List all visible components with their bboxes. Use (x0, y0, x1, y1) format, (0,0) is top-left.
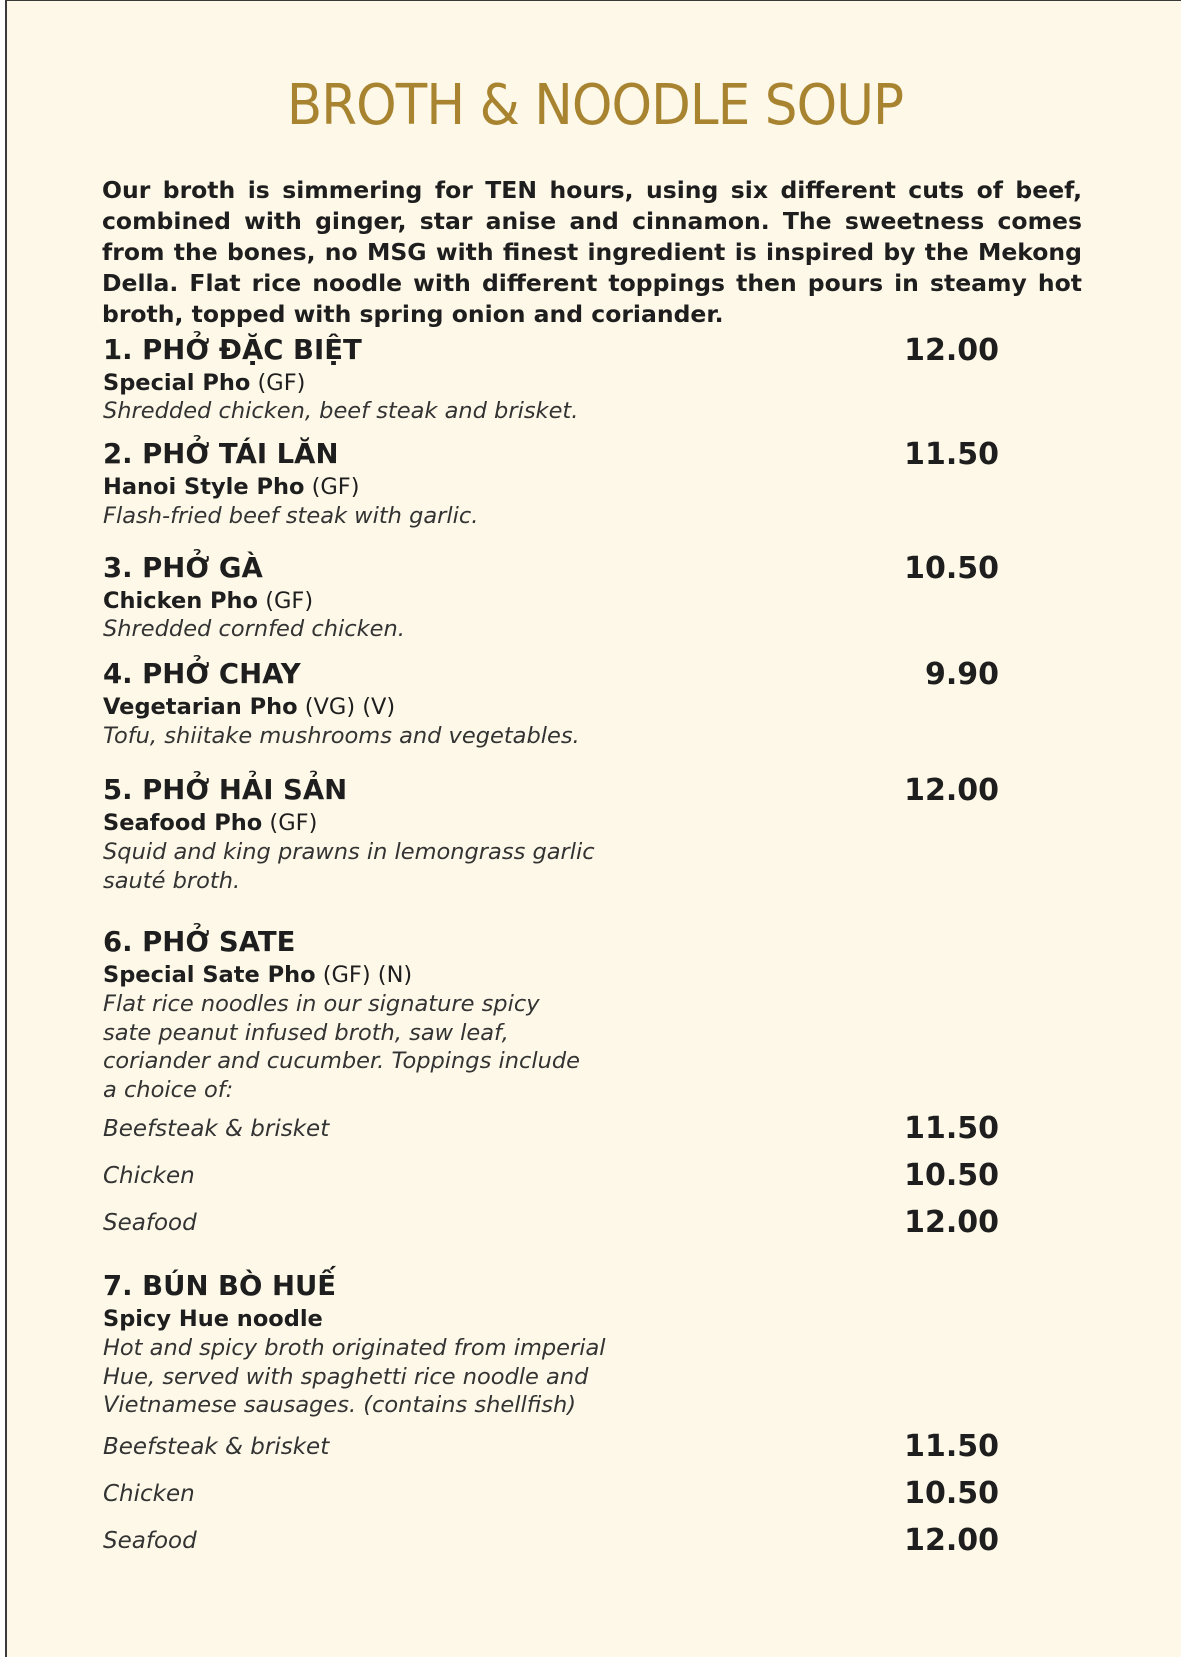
item-name: 6. PHỞ SATE (103, 926, 296, 958)
item-description: Shredded chicken, beef steak and brisket. (103, 398, 579, 424)
item-english-line (103, 473, 360, 501)
item-english-line (103, 693, 395, 721)
option-label: Beefsteak & brisket (103, 1116, 330, 1142)
intro-paragraph: Our broth is simmering for TEN hours, using six different cuts of beef, combined with ginger, star anise and cinnamon. The sweetness comes from the bones, no MSG with finest ingredient is inspired by the Mekong Della. Flat rice noodle with different toppings then pours in steamy hot broth, topped with spring onion and coriander. (102, 176, 1082, 328)
option-price: 10.50 (904, 1158, 999, 1193)
item-tags: (GF) (269, 810, 318, 836)
option-price: 12.00 (904, 1205, 999, 1240)
option-label: Seafood (103, 1210, 197, 1236)
item-tags: (VG) (V) (304, 694, 396, 720)
item-name: 2. PHỞ TÁI LĂN (103, 438, 339, 470)
item-english: Hanoi Style Pho (103, 474, 305, 500)
item-tags: (GF) (N) (322, 962, 413, 988)
option-label: Seafood (103, 1528, 197, 1554)
option-label: Beefsteak & brisket (103, 1434, 330, 1460)
item-english: Vegetarian Pho (103, 694, 298, 720)
option-label: Chicken (103, 1481, 195, 1507)
item-description: Flash-fried beef steak with garlic. (103, 503, 479, 529)
item-tags: (GF) (265, 588, 314, 614)
item-description: Tofu, shiitake mushrooms and vegetables. (103, 723, 580, 749)
item-english: Special Sate Pho (103, 962, 316, 988)
item-english-line (103, 961, 412, 989)
item-price: 12.00 (904, 773, 999, 808)
item-description: Hot and spicy broth originated from imperial Hue, served with spaghetti rice noodle and Vietnamese sausages. (contains shellfish) (103, 1335, 606, 1418)
option-price: 11.50 (904, 1429, 999, 1464)
item-english-line (103, 369, 305, 397)
item-description: Squid and king prawns in lemongrass garlic sauté broth. (103, 839, 595, 894)
item-english: Special Pho (103, 370, 251, 396)
item-name: 1. PHỞ ĐẶC BIỆT (103, 334, 362, 366)
item-english-line (103, 809, 317, 837)
item-price: 9.90 (924, 657, 999, 692)
menu-page (5, 0, 1181, 1657)
option-label: Chicken (103, 1163, 195, 1189)
item-price: 12.00 (904, 333, 999, 368)
item-english: Seafood Pho (103, 810, 263, 836)
option-price: 11.50 (904, 1111, 999, 1146)
item-name: 5. PHỞ HẢI SẢN (103, 774, 348, 806)
option-price: 10.50 (904, 1476, 999, 1511)
item-english: Spicy Hue noodle (103, 1306, 323, 1332)
item-english-line (103, 587, 313, 615)
page-title: BROTH & NOODLE SOUP (286, 73, 904, 138)
item-tags: (GF) (311, 474, 360, 500)
item-description: Shredded cornfed chicken. (103, 616, 405, 642)
item-english: Chicken Pho (103, 588, 259, 614)
item-price: 10.50 (904, 551, 999, 586)
option-price: 12.00 (904, 1523, 999, 1558)
item-name: 4. PHỞ CHAY (103, 658, 301, 690)
item-tags: (GF) (257, 370, 306, 396)
item-name: 3. PHỞ GÀ (103, 552, 263, 584)
item-name: 7. BÚN BÒ HUẾ (103, 1270, 337, 1302)
item-description: Flat rice noodles in our signature spicy sate peanut infused broth, saw leaf, coriander and cucumber. Toppings include a choice of: (103, 991, 580, 1103)
item-english-line (103, 1305, 323, 1333)
item-price: 11.50 (904, 437, 999, 472)
